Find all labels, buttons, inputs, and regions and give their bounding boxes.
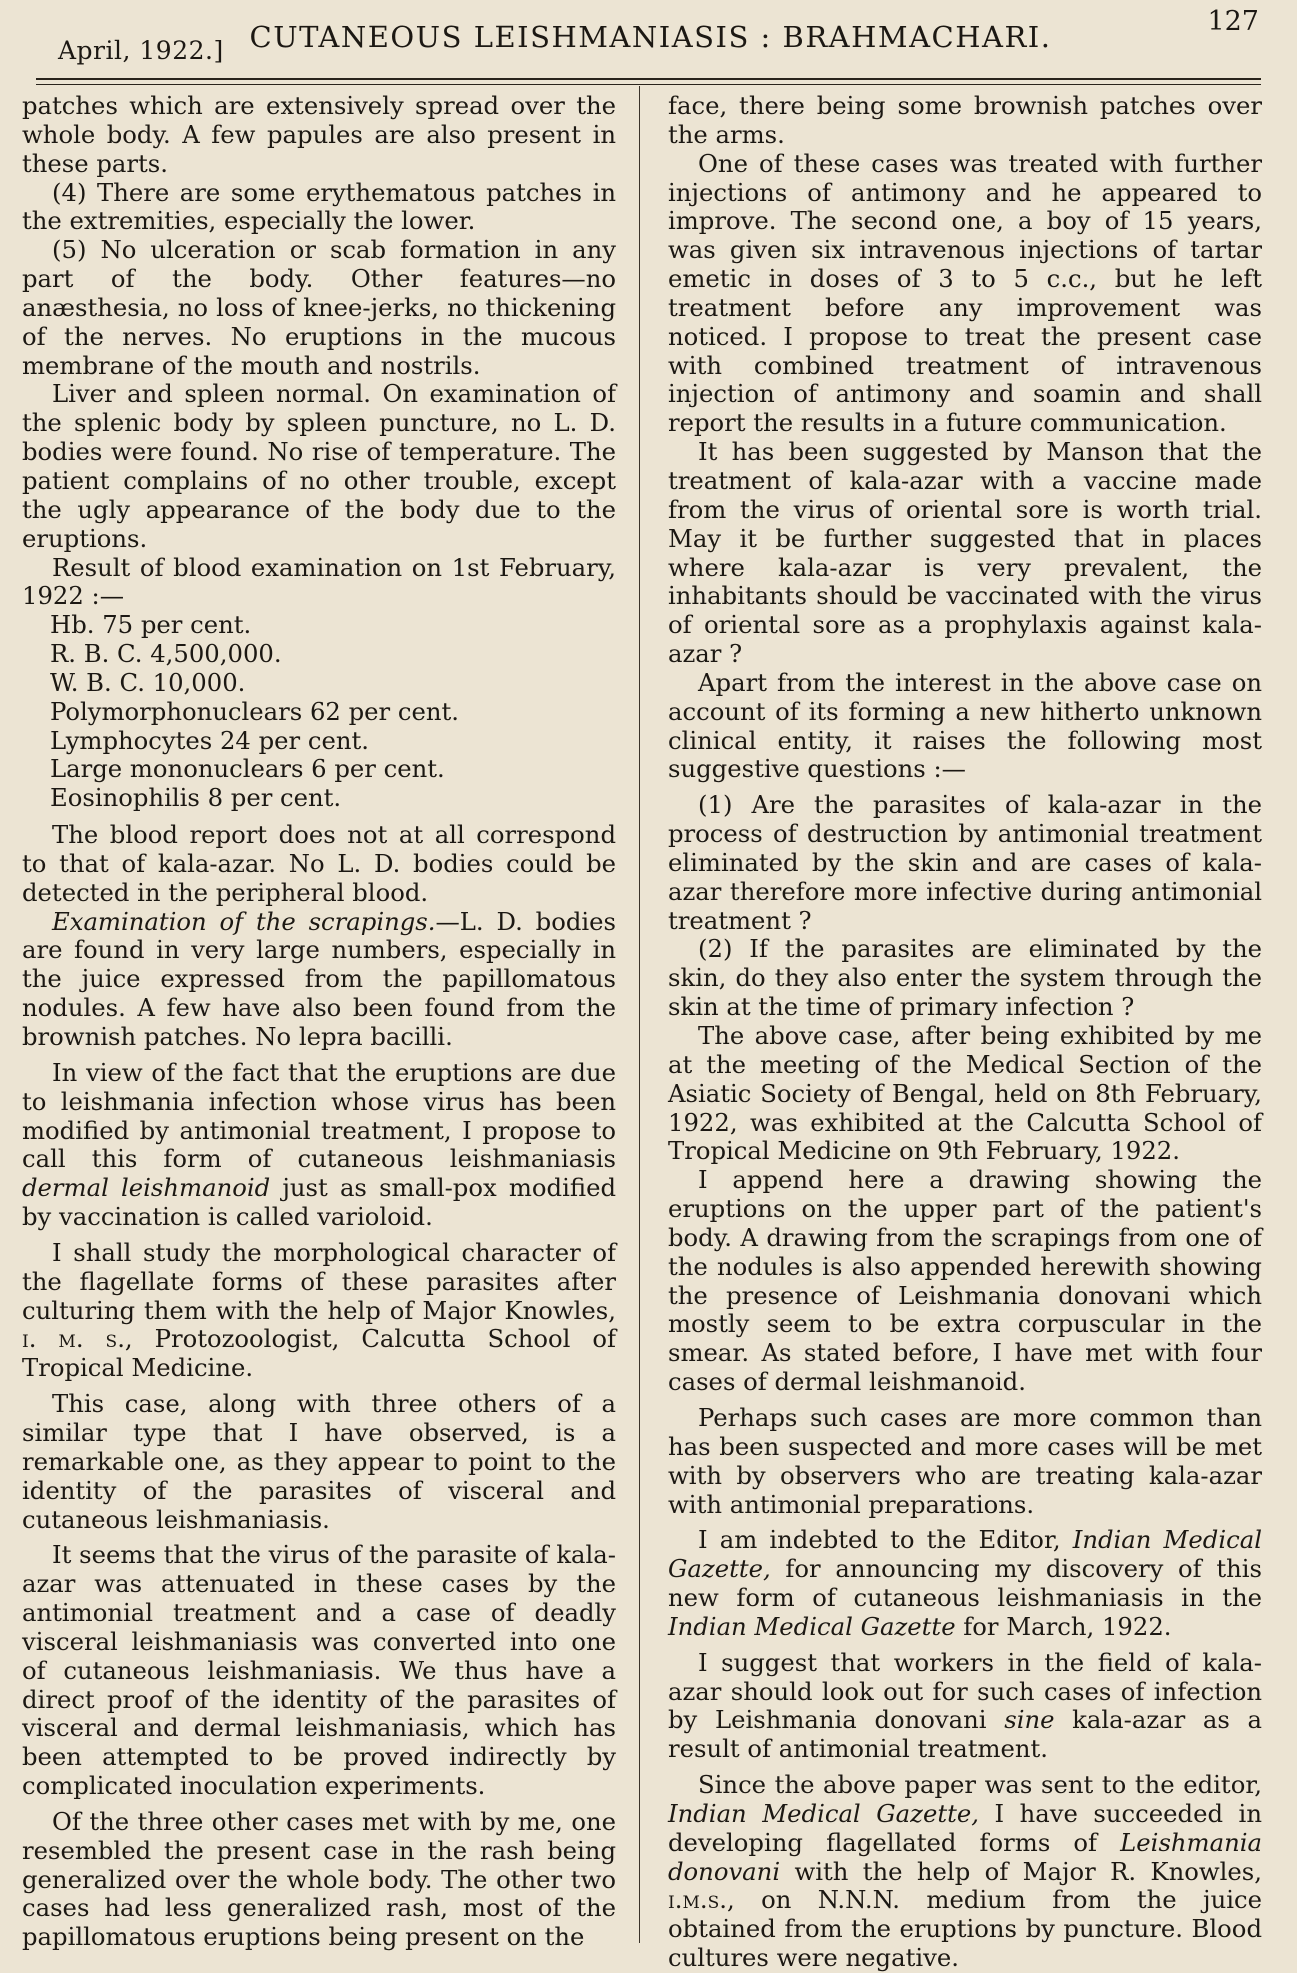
- paragraph: The blood report does not at all correspond to that of kala-azar. No L. D. bodies could be detected in the peripheral blood.: [22, 820, 616, 907]
- blood-results-list: [22, 611, 616, 813]
- paragraph: This case, along with three others of a similar type that I have observed, is a remarkable one, as they appear to point to the identity of the parasites of visceral and cutaneous leishmaniasis.: [22, 1389, 616, 1534]
- paragraph: One of these cases was treated with further injections of antimony and he appeared to improve. The second one, a boy of 15 years, was given six intravenous injections of tartar emetic in doses of 3 to 5 c.c., but he left treatment before any improvement was noticed. I propose to treat the present case with combined treatment of intravenous injection of antimony and soamin and shall report the results in a future communication.: [668, 148, 1262, 438]
- paragraph: In view of the fact that the eruptions are due to leishmania infection whose virus has been modified by antimonial treatment, I propose to call this form of cutaneous leishmaniasis dermal leishmanoid just as small-pox modified by vaccination is called varioloid.: [22, 1057, 616, 1232]
- paragraph: It has been suggested by Manson that the treatment of kala-azar with a vaccine made from the virus of oriental sore is worth trial. May it be further suggested that in places where kala-azar is very prevalent, the inhabitants should be vaccinated with the virus of oriental sore as a prophylaxis against kala-azar ?: [668, 437, 1262, 669]
- paragraph: I shall study the morphological character of the flagellate forms of these parasites after culturing them with the help of Major Knowles, i. m. s., Protozoologist, Calcutta School of Tropical Medicine.: [22, 1237, 616, 1383]
- paragraph: (4) There are some erythematous patches in the extremities, especially the lower.: [22, 177, 616, 236]
- question-1: (1) Are the parasites of kala-azar in the process of destruction by antimonial treatment eliminated by the skin and are cases of kala-azar therefore more infective during antimonial treatment ?: [668, 790, 1262, 935]
- header-rule-thick: [36, 78, 1261, 80]
- paragraph: Liver and spleen normal. On examination of the splenic body by spleen puncture, no L. D. bodies were found. No rise of temperature. The patient complains of no other trouble, except the ugly appearance of the body due to the eruptions.: [22, 379, 616, 553]
- paragraph: It seems that the virus of the parasite of kala-azar was attenuated in these cases by the antimonial treatment and a case of deadly visceral leishmaniasis was converted into one of cutaneous leishmaniasis. We thus have a direct proof of the identity of the parasites of visceral and dermal leishmaniasis, which has been attempted to be proved indirectly by complicated inoculation experiments.: [22, 1540, 616, 1801]
- list-item: Large mononuclears 6 per cent.: [50, 754, 445, 784]
- header-date: April, 1922.]: [58, 36, 224, 65]
- page-number: 127: [1207, 6, 1259, 37]
- question-2: (2) If the parasites are eliminated by the skin, do they also enter the system through the skin at the time of primary infection ?: [668, 934, 1262, 1022]
- paragraph: Apart from the interest in the above case on account of its forming a new hitherto unknown clinical entity, it raises the following most suggestive questions :—: [668, 667, 1262, 784]
- paragraph: I suggest that workers in the field of kala-azar should look out for such cases of infection by Leishmania donovani sine kala-azar as a result of antimonial treatment.: [668, 1647, 1263, 1764]
- section-run-in-heading: Examination of the scrapings.: [52, 906, 436, 936]
- paragraph: patches which are extensively spread over the whole body. A few papules are also present in these parts.: [22, 91, 616, 178]
- list-item: R. B. C. 4,500,000.: [50, 639, 282, 669]
- list-item: W. B. C. 10,000.: [50, 667, 246, 697]
- paragraph: Of the three other cases met with by me, one resembled the present case in the rash being generalized over the whole body. The other two cases had less generalized rash, most of the papillomatous eruptions being present on the: [22, 1806, 616, 1952]
- paragraph: Since the above paper was sent to the editor, Indian Medical Gazette, I have succeeded in developing flagellated forms of Leishmania donovani with the help of Major R. Knowles, i.m.s., on N.N.N. medium from the juice obtained from the eruptions by puncture. Blood cultures were negative.: [668, 1770, 1262, 1973]
- paragraph: I am indebted to the Editor, Indian Medical Gazette, for announcing my discovery of this new form of cutaneous leishmaniasis in the Indian Medical Gazette for March, 1922.: [668, 1525, 1262, 1641]
- list-item: Polymorphonuclears 62 per cent.: [50, 696, 459, 726]
- header-title: CUTANEOUS LEISHMANIASIS : BRAHMACHARI.: [249, 20, 1052, 54]
- list-item: Lymphocytes 24 per cent.: [50, 725, 370, 755]
- paragraph: I append here a drawing showing the eruptions on the upper part of the patient's body. A drawing from the scrapings from one of the nodules is also appended herewith showing the presence of Leishmania donovani which mostly seem to be extra corpuscular in the smear. As stated before, I have met with four cases of dermal leishmanoid.: [668, 1165, 1262, 1397]
- column-divider: [639, 86, 640, 1943]
- right-column: [668, 92, 1262, 1973]
- paragraph: The above case, after being exhibited by me at the meeting of the Medical Section of the Asiatic Society of Bengal, held on 8th February, 1922, was exhibited at the Calcutta School of Tropical Medicine on 9th February, 1922.: [668, 1021, 1262, 1166]
- list-item: Eosinophilis 8 per cent.: [50, 783, 342, 813]
- paragraph: Perhaps such cases are more common than has been suspected and more cases will be met with by observers who are treating kala-azar with antimonial preparations.: [668, 1402, 1262, 1519]
- header-rule-thin: [36, 84, 1261, 85]
- left-column: [22, 92, 616, 1952]
- paragraph: face, there being some brownish patches over the arms.: [668, 91, 1262, 149]
- paragraph: (5) No ulceration or scab formation in any part of the body. Other features—no anæsthesia, no loss of knee-jerks, no thickening of the nerves. No eruptions in the mucous membrane of the mouth and nostrils.: [22, 235, 616, 380]
- paragraph: Examination of the scrapings.—L. D. bodies are found in very large numbers, especially in the juice expressed from the papillomatous nodules. A few have also been found from the brownish patches. No lepra bacilli.: [22, 906, 616, 1051]
- paragraph: Result of blood examination on 1st February, 1922 :—: [22, 552, 616, 611]
- running-header: [40, 0, 1261, 76]
- list-item: Hb. 75 per cent.: [50, 610, 252, 640]
